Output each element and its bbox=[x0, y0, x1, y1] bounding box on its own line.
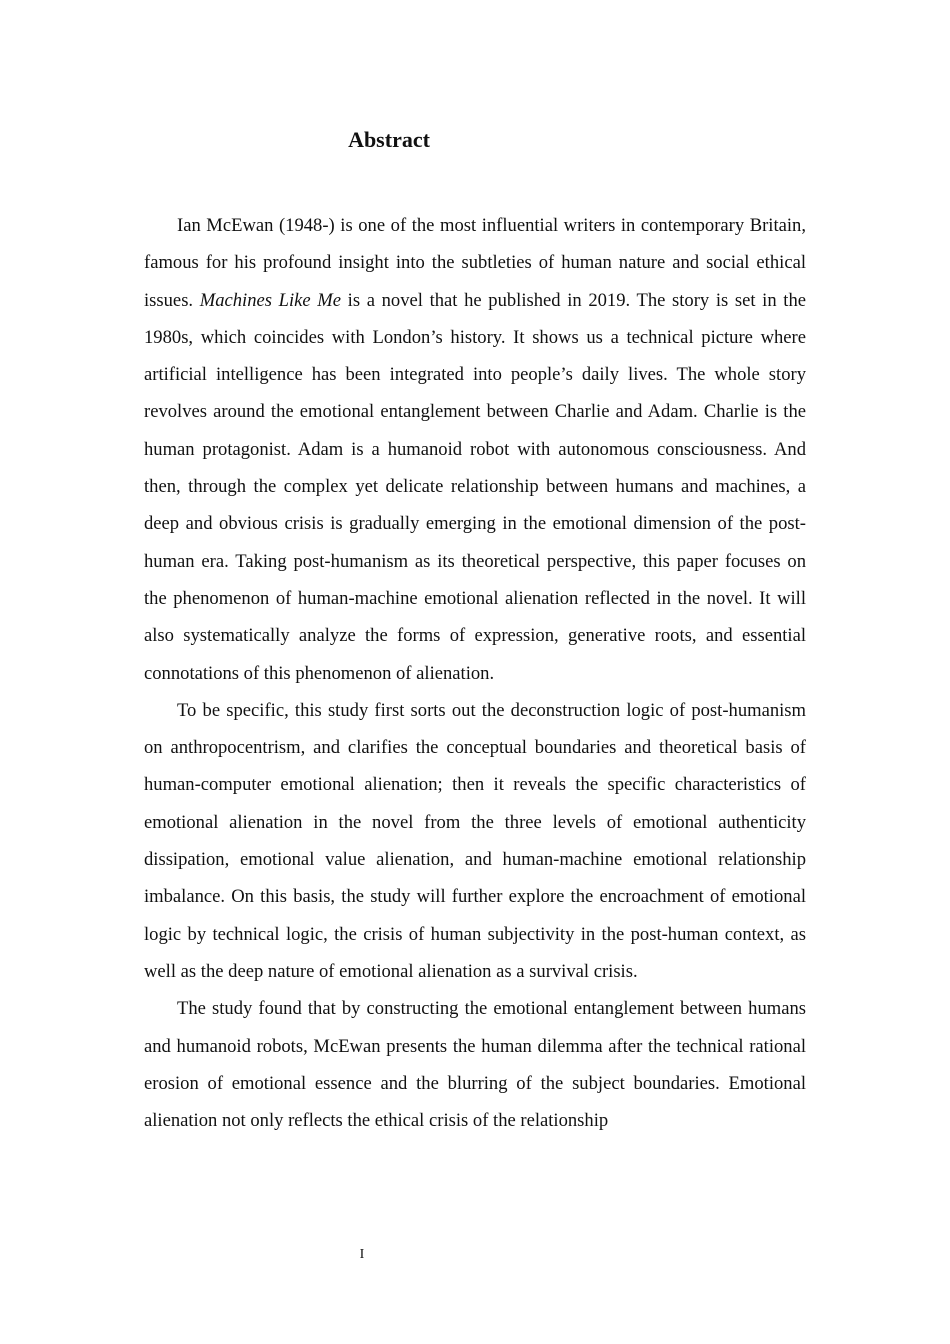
paragraph-1-text-start: Ian McEwan (1948-) is one of the most influential writers in contemporary Britain, famous for his profound insight into the subtleties of human nature and social ethical issues. bbox=[144, 215, 806, 311]
page-title: Abstract bbox=[348, 127, 430, 152]
abstract-paragraph-2: To be specific, this study first sorts out the deconstruction logic of post-humanism on anthropocentrism, and clarifies the conceptual boundaries and theoretical basis of human-computer emotional alienation; then it reveals the specific characteristics of emotional alienation in the novel from the three levels of emotional authenticity dissipation, emotional value alienation, and human-machine emotional relationship imbalance. On this basis, the study will further explore the encroachment of emotional logic by technical logic, the crisis of human subjectivity in the post-human context, as well as the deep nature of emotional alienation as a survival crisis. bbox=[144, 699, 806, 982]
book-title-italic: Machines Like Me bbox=[199, 289, 342, 311]
abstract-paragraph-3: The study found that by constructing the emotional entanglement between humans and humanoid robots, McEwan presents the human dilemma after the technical rational erosion of emotional essence and the blurring of the subject boundaries. Emotional alienation not only reflects the ethical crisis of the relationship bbox=[144, 998, 806, 1132]
page-number: I bbox=[359, 1247, 365, 1262]
abstract-body bbox=[144, 207, 806, 1139]
paragraph-1-text-end: is a novel that he published in 2019. The story is set in the 1980s, which coincides with London’s history. It shows us a technical picture where artificial intelligence has been integrated into people’s daily lives. The whole story revolves around the emotional entanglement between Charlie and Adam. Charlie is the human protagonist. Adam is a humanoid robot with autonomous consciousness. And then, through the complex yet delicate relationship between humans and machines, a deep and obvious crisis is gradually emerging in the emotional dimension of the post-human era. Taking post-humanism as its theoretical perspective, this paper focuses on the phenomenon of human-machine emotional alienation reflected in the novel. It will also systematically analyze the forms of expression, generative roots, and essential connotations of this phenomenon of alienation. bbox=[144, 289, 806, 684]
abstract-paragraph-1 bbox=[144, 207, 806, 692]
